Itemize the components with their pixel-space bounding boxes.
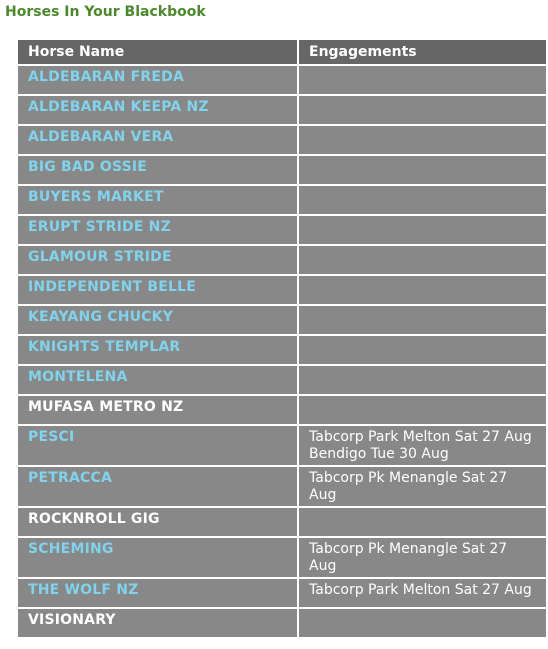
table-body (17, 65, 547, 638)
table-row (17, 275, 547, 305)
horse-name-cell (17, 425, 298, 466)
horse-name-cell (17, 215, 298, 245)
horse-name-cell (17, 125, 298, 155)
table-row (17, 95, 547, 125)
horse-name-text: MUFASA METRO NZ (28, 399, 184, 415)
horse-name-cell (17, 305, 298, 335)
horse-name-cell (17, 185, 298, 215)
table-row (17, 507, 547, 537)
table-row (17, 305, 547, 335)
page-title: Horses In Your Blackbook (5, 4, 206, 20)
engagements-cell (298, 365, 547, 395)
table-row (17, 155, 547, 185)
engagements-cell (298, 395, 547, 425)
table-row (17, 245, 547, 275)
horse-name-link[interactable]: PESCI (28, 429, 75, 445)
horse-name-link[interactable]: KNIGHTS TEMPLAR (28, 339, 181, 355)
engagements-cell (298, 425, 547, 466)
engagements-cell (298, 65, 547, 95)
horse-name-cell (17, 335, 298, 365)
engagements-cell (298, 125, 547, 155)
horse-name-link[interactable]: BUYERS MARKET (28, 189, 164, 205)
horse-name-link[interactable]: ERUPT STRIDE NZ (28, 219, 171, 235)
horse-name-link[interactable]: PETRACCA (28, 470, 112, 486)
engagements-cell (298, 507, 547, 537)
engagements-cell (298, 335, 547, 365)
horse-name-link[interactable]: SCHEMING (28, 541, 114, 557)
horse-name-cell (17, 466, 298, 507)
horse-name-cell (17, 578, 298, 608)
horse-name-cell (17, 608, 298, 638)
table-row (17, 185, 547, 215)
engagements-cell (298, 305, 547, 335)
engagement-entry: Tabcorp Park Melton Sat 27 Aug (309, 582, 532, 598)
engagements-cell (298, 537, 547, 578)
table-row (17, 608, 547, 638)
horse-name-link[interactable]: ALDEBARAN FREDA (28, 69, 185, 85)
engagements-cell (298, 578, 547, 608)
horse-name-cell (17, 275, 298, 305)
column-header-horse-name: Horse Name (17, 39, 298, 65)
engagements-cell (298, 155, 547, 185)
table-row (17, 335, 547, 365)
engagement-entry: Tabcorp Pk Menangle Sat 27 Aug (309, 470, 508, 503)
engagements-cell (298, 245, 547, 275)
engagements-cell (298, 608, 547, 638)
table-row (17, 395, 547, 425)
horse-name-cell (17, 65, 298, 95)
column-header-engagements: Engagements (298, 39, 547, 65)
horse-name-link[interactable]: ALDEBARAN VERA (28, 129, 174, 145)
engagement-entry: Tabcorp Park Melton Sat 27 Aug (309, 429, 532, 445)
horse-name-link[interactable]: MONTELENA (28, 369, 128, 385)
engagement-entry: Tabcorp Pk Menangle Sat 27 Aug (309, 541, 508, 574)
table-row (17, 578, 547, 608)
engagements-cell (298, 275, 547, 305)
horse-name-cell (17, 245, 298, 275)
engagements-cell (298, 215, 547, 245)
engagements-cell (298, 466, 547, 507)
table-row (17, 365, 547, 395)
horse-name-link[interactable]: THE WOLF NZ (28, 582, 139, 598)
table-row (17, 537, 547, 578)
table-row (17, 125, 547, 155)
horse-name-link[interactable]: KEAYANG CHUCKY (28, 309, 174, 325)
horse-name-text: VISIONARY (28, 612, 116, 628)
table-row (17, 425, 547, 466)
table-header-row (17, 39, 547, 65)
engagements-cell (298, 95, 547, 125)
horse-name-cell (17, 507, 298, 537)
horse-name-cell (17, 365, 298, 395)
table-row (17, 215, 547, 245)
horse-name-cell (17, 395, 298, 425)
horse-name-cell (17, 95, 298, 125)
horse-name-link[interactable]: INDEPENDENT BELLE (28, 279, 197, 295)
horse-name-cell (17, 537, 298, 578)
horse-name-cell (17, 155, 298, 185)
blackbook-table (16, 38, 548, 639)
table-row (17, 466, 547, 507)
horse-name-link[interactable]: ALDEBARAN KEEPA NZ (28, 99, 209, 115)
engagements-cell (298, 185, 547, 215)
table-row (17, 65, 547, 95)
horse-name-link[interactable]: GLAMOUR STRIDE (28, 249, 172, 265)
horse-name-link[interactable]: BIG BAD OSSIE (28, 159, 148, 175)
engagement-entry: Bendigo Tue 30 Aug (309, 446, 449, 462)
horse-name-text: ROCKNROLL GIG (28, 511, 160, 527)
